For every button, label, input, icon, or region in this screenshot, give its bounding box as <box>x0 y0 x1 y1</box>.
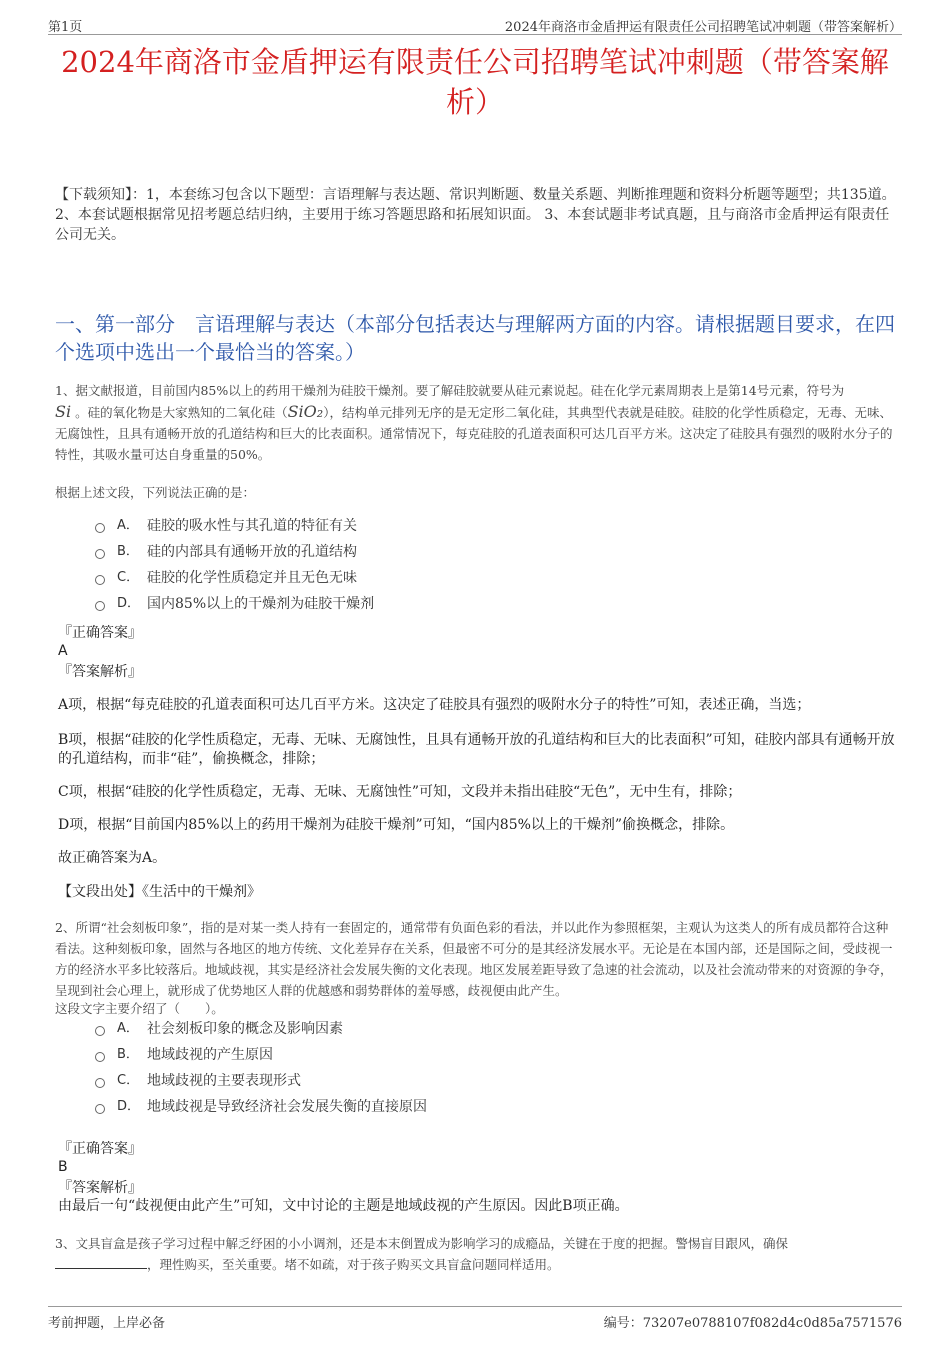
q2-option-a[interactable]: A． 社会刻板印象的概念及影响因素 <box>95 1016 900 1042</box>
header-divider <box>48 34 902 35</box>
q2-answer-label: 『正确答案』 <box>58 1141 142 1157</box>
document-title: 2024年商洛市金盾押运有限责任公司招聘笔试冲刺题（带答案解析） <box>61 45 889 119</box>
q2-answer: B <box>58 1159 68 1175</box>
q1-text-b: 。硅的氧化物是大家熟知的二氧化硅（ <box>75 405 288 420</box>
q1-source: 【文段出处】《生活中的干燥剂》 <box>58 884 261 900</box>
running-header-title: 2024年商洛市金盾押运有限责任公司招聘笔试冲刺题（带答案解析） <box>504 20 902 35</box>
footer-divider <box>48 1306 902 1307</box>
q1-text-a: 1、据文献报道，目前国内85%以上的药用干燥剂为硅胶干燥剂。要了解硅胶就要从硅元素说起。硅在化学元素周期表上是第14号元素，符号为 <box>55 383 845 398</box>
q1-formula: SiO₂ <box>287 402 324 421</box>
footer-slogan: 考前押题，上岸必备 <box>48 1316 166 1331</box>
q1-answer-label: 『正确答案』 <box>58 625 142 641</box>
q1-answer: A <box>58 643 68 659</box>
q1-option-d[interactable]: D． 国内85%以上的干燥剂为硅胶干燥剂 <box>95 591 900 617</box>
answer-blank <box>55 1256 147 1269</box>
q1-conclusion: 故正确答案为A。 <box>58 850 167 866</box>
q2-analysis-label: 『答案解析』 <box>58 1180 142 1196</box>
q2-options <box>95 1016 900 1120</box>
q2-option-d[interactable]: D． 地域歧视是导致经济社会发展失衡的直接原因 <box>95 1094 900 1120</box>
q1-analysis-c: C项，根据“硅胶的化学性质稳定，无毒、无味、无腐蚀性”可知，文段并未指出硅胶“无色”，无中生有，排除； <box>58 784 742 800</box>
radio-icon[interactable] <box>95 1078 105 1088</box>
q1-option-a[interactable]: A． 硅胶的吸水性与其孔道的特征有关 <box>95 513 900 539</box>
q2-prompt: 这段文字主要介绍了（ ）。 <box>55 1001 224 1016</box>
page-number: 第1页 <box>48 20 83 35</box>
section-heading: 一、第一部分 言语理解与表达（本部分包括表达与理解两方面的内容。请根据题目要求，在四个选项中选出一个最恰当的答案。） <box>55 312 895 364</box>
question-2-text: 2、所谓“社会刻板印象”，指的是对某一类人持有一套固定的，通常带有负面色彩的看法，并以此作为参照框架，主观认为这类人的所有成员都符合这种看法。这种刻板印象，固然与各地区的地方传统、文化差异存在关系，但最密不可分的是其经济发展水平。无论是在本国内部，还是国际之间，受歧视一方的经济水平多比较落后。地域歧视，其实是经济社会发展失衡的文化表现。地区发展差距导致了急速的社会流动，以及社会流动带来的对资源的争夺，呈现到社会心理上，就形成了优势地区人群的优越感和弱势群体的羞辱感，歧视便由此产生。 <box>55 920 893 998</box>
question-1-text <box>55 380 900 465</box>
radio-icon[interactable] <box>95 575 105 585</box>
q1-options <box>95 513 900 617</box>
q1-analysis-b: B项，根据“硅胶的化学性质稳定，无毒、无味、无腐蚀性，且具有通畅开放的孔道结构和巨大的比表面积”可知，硅胶内部具有通畅开放的孔道结构，而非“硅”，偷换概念，排除； <box>58 732 895 767</box>
q1-analysis-label: 『答案解析』 <box>58 664 142 680</box>
q2-option-c[interactable]: C． 地域歧视的主要表现形式 <box>95 1068 900 1094</box>
q1-prompt: 根据上述文段，下列说法正确的是： <box>55 485 256 500</box>
q1-option-b[interactable]: B． 硅的内部具有通畅开放的孔道结构 <box>95 539 900 565</box>
radio-icon[interactable] <box>95 549 105 559</box>
footer-serial: 编号：73207e0788107f082d4c0d85a7571576 <box>603 1316 902 1331</box>
q1-analysis-a: A项，根据“每克硅胶的孔道表面积可达几百平方米。这决定了硅胶具有强烈的吸附水分子的特性”可知，表述正确，当选； <box>58 697 811 713</box>
q2-analysis: 由最后一句“歧视便由此产生”可知，文中讨论的主题是地域歧视的产生原因。因此B项正确。 <box>58 1198 629 1214</box>
radio-icon[interactable] <box>95 1052 105 1062</box>
q1-option-c[interactable]: C． 硅胶的化学性质稳定并且无色无味 <box>95 565 900 591</box>
download-notice: 【下载须知】：1，本套练习包含以下题型：言语理解与表达题、常识判断题、数量关系题、判断推理题和资料分析题等题型；共135道。 2、本套试题根据常见招考题总结归纳，主要用于练习答题思路和拓展知识面。 3、本套试题非考试真题，且与商洛市金盾押运有限责任公司无关。 <box>55 187 896 243</box>
radio-icon[interactable] <box>95 1026 105 1036</box>
radio-icon[interactable] <box>95 1104 105 1114</box>
q2-option-b[interactable]: B． 地域歧视的产生原因 <box>95 1042 900 1068</box>
q1-symbol: Si <box>55 402 72 421</box>
q1-text-c: ），结构单元排列无序的是无定形二氧化硅，其典型代表就是硅胶。硅胶的化学性质稳定，无毒、无味、无腐蚀性，且具有通畅开放的孔道结构和巨大的比表面积。通常情况下，每克硅胶的孔道表面积可达几百平方米。这决定了硅胶具有强烈的吸附水分子的特性，其吸水量可达自身重量的50%。 <box>55 405 893 462</box>
radio-icon[interactable] <box>95 523 105 533</box>
q1-analysis-d: D项，根据“目前国内85%以上的药用干燥剂为硅胶干燥剂”可知，“国内85%以上的干燥剂”偷换概念，排除。 <box>58 817 735 833</box>
radio-icon[interactable] <box>95 601 105 611</box>
question-3-text: 3、文具盲盒是孩子学习过程中解乏纾困的小小调剂，还是本末倒置成为影响学习的成瘾品，关键在于度的把握。警惕盲目跟风，确保 ，理性购买，至关重要。堵不如疏，对于孩子购买文具盲盒问题同样适用。 <box>55 1236 788 1272</box>
